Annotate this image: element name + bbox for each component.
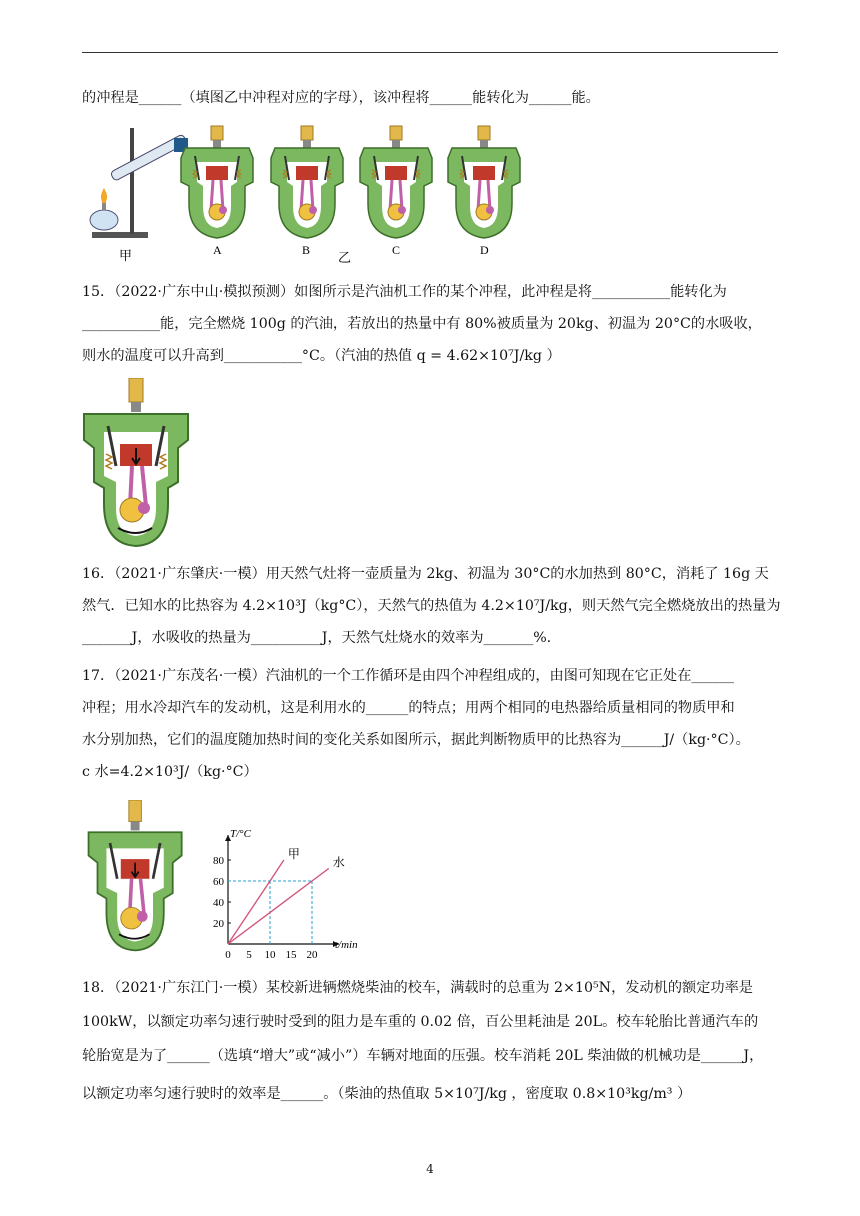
series-label-jia: 甲 [287, 847, 300, 861]
label-jia: 甲 [119, 248, 133, 263]
q17-line1: 17．（2021·广东茂名·一模）汽油机的一个工作循环是由四个冲程组成的，由图可知现在它正处在______ [82, 668, 734, 684]
x-tick-label: 20 [306, 949, 318, 961]
y-tick-label: 80 [213, 855, 224, 867]
engine-stroke-C [360, 126, 432, 238]
q17-line2: 冲程；用水冷却汽车的发动机，这是利用水的______的特点；用两个相同的电热器给质量相同的物质甲和 [82, 700, 735, 716]
q17-line4: c 水=4.2×10³J/（kg·°C） [82, 764, 258, 780]
label-yi: 乙 [338, 250, 352, 265]
q18-line3: 轮胎宽是为了______（选填“增大”或“减小”）车辆对地面的压强。校车消耗 20L 柴油做的机械功是______J， [82, 1048, 764, 1064]
y-tick-label: 20 [213, 918, 224, 930]
series-line-jia [228, 860, 284, 944]
q18-line2: 100kW，以额定功率匀速行驶时受到的阻力是车重的 0.02 倍，百公里耗油是 20L。校车轮胎比普通汽车的 [82, 1014, 759, 1030]
x-axis-label: t/min [335, 939, 358, 951]
series-line-water [228, 868, 329, 944]
y-tick-label: 40 [213, 897, 224, 909]
label-A: A [213, 243, 222, 257]
x-tick-label: 5 [246, 949, 252, 961]
header-rule [82, 52, 778, 53]
q15-line2: ___________能，完全燃烧 100g 的汽油，若放出的热量中有 80%被质量为 20kg、初温为 20°C的水吸收， [82, 316, 762, 332]
x-tick-label: 10 [264, 949, 276, 961]
q15-line3: 则水的温度可以升高到___________°C。（汽油的热值 q = 4.62×10⁷J/kg ） [82, 348, 561, 364]
temperature-time-chart [196, 804, 376, 964]
x-tick-label: 0 [225, 949, 231, 961]
q18-line1: 18．（2021·广东江门·一模）某校新进辆燃烧柴油的校车，满载时的总重为 2×10⁵N，发动机的额定功率是 [82, 980, 753, 996]
y-axis-label: T/°C [230, 828, 251, 840]
label-D: D [480, 243, 489, 257]
alcohol-burner-apparatus [90, 128, 188, 238]
page-number: 4 [426, 1162, 434, 1176]
q16-line1: 16．（2021·广东肇庆·一模）用天然气灶将一壶质量为 2kg、初温为 30°C的水加热到 80°C，消耗了 16g 天 [82, 566, 769, 582]
q18-line4: 以额定功率匀速行驶时的效率是______。（柴油的热值取 5×10⁷J/kg ，密度取 0.8×10³kg/m³ ） [82, 1086, 692, 1102]
series-label-water: 水 [332, 855, 345, 870]
x-tick-label: 15 [285, 949, 297, 961]
q16-line2: 然气．已知水的比热容为 4.2×10³J（kg°C），天然气的热值为 4.2×10⁷J/kg，则天然气完全燃烧放出的热量为 [82, 598, 781, 614]
q17-line3: 水分别加热，它们的温度随加热时间的变化关系如图所示，据此判断物质甲的比热容为______J/（kg·°C）。 [82, 732, 750, 748]
engine-stroke-B [271, 126, 343, 238]
engine-stroke-A [181, 126, 253, 238]
q15-engine-figure [82, 378, 192, 550]
y-tick-label: 60 [213, 876, 224, 888]
label-C: C [392, 243, 401, 257]
engine-stroke-D [448, 126, 520, 238]
q15-line1: 15．（2022·广东中山·模拟预测）如图所示是汽油机工作的某个冲程，此冲程是将___________能转化为 [82, 284, 727, 300]
q17-engine-figure [86, 800, 186, 954]
q14-figure [82, 120, 522, 268]
q16-line3: _______J，水吸收的热量为__________J，天然气灶烧水的效率为_______%. [82, 630, 552, 646]
q14-line1: 的冲程是______（填图乙中冲程对应的字母），该冲程将______能转化为______能。 [82, 90, 600, 106]
label-B: B [302, 243, 311, 257]
